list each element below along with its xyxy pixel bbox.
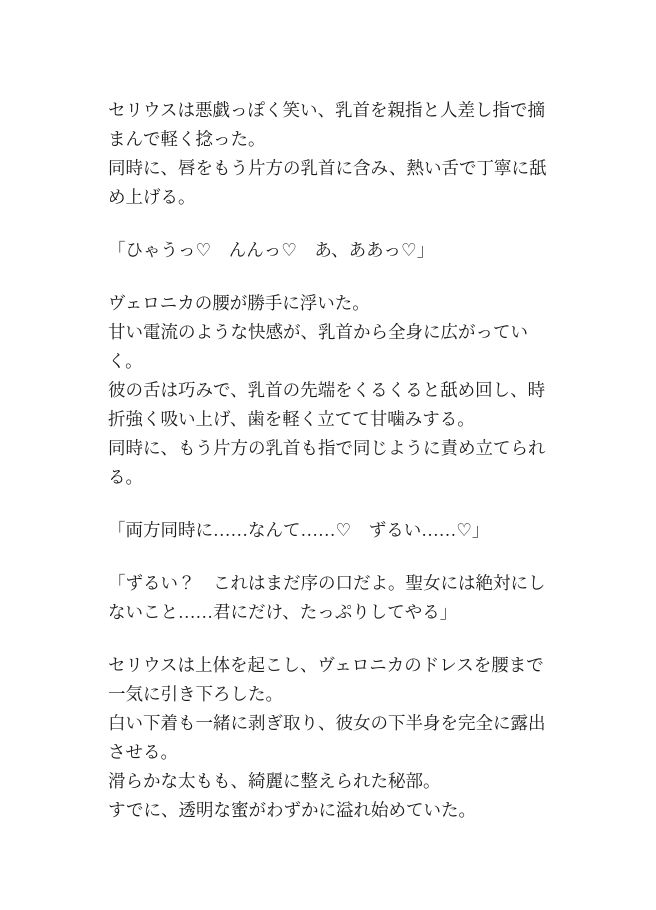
dialogue-paragraph: 「ずるい？ これはまだ序の口だよ。聖女には絶対にしないこと……君にだけ、たっぷりしてやる」 bbox=[108, 573, 546, 622]
dialogue-paragraph: 「ひゃうっ♡ んんっ♡ あ、ああっ♡」 bbox=[108, 240, 435, 260]
narration-paragraph: ヴェロニカの腰が勝手に浮いた。 bbox=[108, 293, 370, 313]
paragraph-group bbox=[108, 96, 548, 212]
narration-paragraph: 同時に、もう片方の乳首も指で同じように責め立てられる。 bbox=[108, 438, 546, 487]
narration-paragraph: 彼の舌は巧みで、乳首の先端をくるくると舐め回し、時折強く吸い上げ、歯を軽く立てて甘噛みする。 bbox=[108, 380, 546, 429]
narration-paragraph: 同時に、唇をもう片方の乳首に含み、熱い舌で丁寧に舐め上げる。 bbox=[108, 158, 547, 207]
narration-paragraph: 滑らかな太もも、綺麗に整えられた秘部。 bbox=[108, 771, 441, 791]
narration-paragraph: 白い下着も一緒に剥ぎ取り、彼女の下半身を完全に露出させる。 bbox=[108, 713, 546, 762]
paragraph-group bbox=[108, 516, 548, 545]
narration-paragraph: すでに、透明な蜜がわずかに溢れ始めていた。 bbox=[108, 800, 477, 820]
narration-paragraph: セリウスは悪戯っぽく笑い、乳首を親指と人差し指で摘まんで軽く捻った。 bbox=[108, 100, 545, 149]
paragraph-group bbox=[108, 651, 548, 825]
paragraph-group bbox=[108, 236, 548, 265]
narration-paragraph: 甘い電流のような快感が、乳首から全身に広がっていく。 bbox=[108, 322, 528, 371]
story-text-container bbox=[108, 96, 548, 849]
paragraph-group bbox=[108, 569, 548, 627]
narration-paragraph: セリウスは上体を起こし、ヴェロニカのドレスを腰まで一気に引き下ろした。 bbox=[108, 655, 544, 704]
paragraph-group bbox=[108, 289, 548, 492]
dialogue-paragraph: 「両方同時に……なんて……♡ ずるい……♡」 bbox=[108, 520, 490, 540]
